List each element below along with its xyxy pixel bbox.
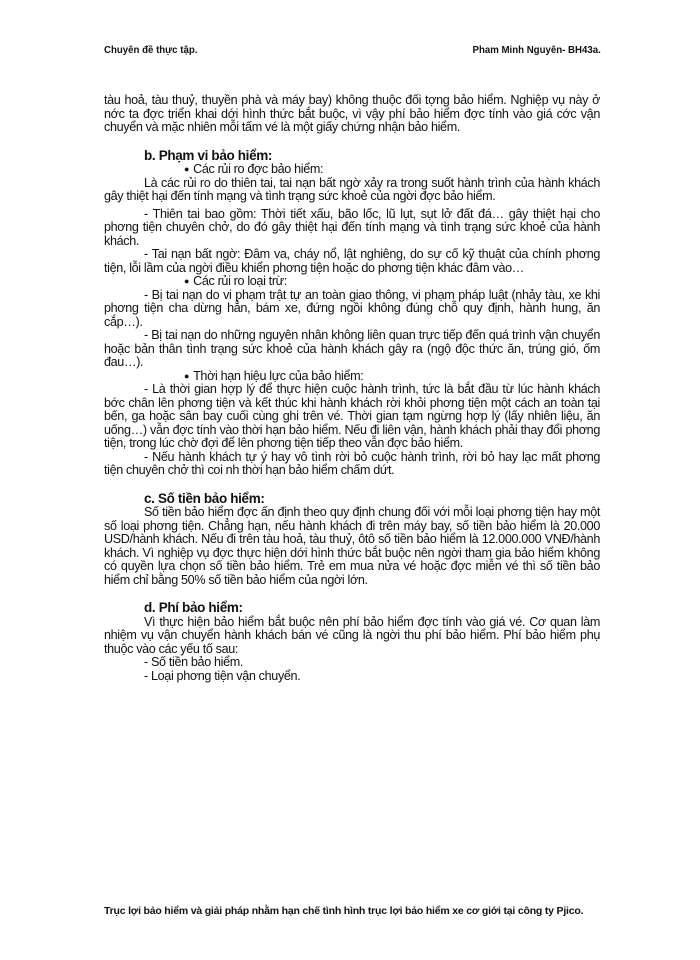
section-heading-c: c. Số tiền bảo hiểm: — [144, 490, 265, 506]
bullet-icon: ● — [184, 370, 190, 381]
header-left: Chuyên đề thực tập. — [104, 44, 198, 56]
paragraph: - Bị tai nạn do vi phạm trật tự an toàn giao thông, vi phạm pháp luật (nhảy tàu, xe khi phơng tiện cha dừng hẳn, bám xe, đứng ngồi không đúng chỗ quy định, hành hung, ăn cắp…). — [104, 287, 600, 329]
bullet-item: ● Thời hạn hiệu lực của bảo hiểm: — [104, 370, 600, 384]
section-heading-b: b. Phạm vi bảo hiểm: — [144, 147, 273, 163]
document-body — [104, 94, 600, 683]
page-header — [104, 44, 601, 60]
paragraph: tàu hoả, tàu thuỷ, thuyền phà và máy bay) không thuộc đối tợng bảo hiểm. Nghiệp vụ này ở nớc ta đợc triển khai dới hình thức bắt buộc, vì vậy phí bảo hiểm đợc tính vào giá cớc vận chuyển và mặc nhiên mỗi tấm vé là một giấy chứng nhận bảo hiểm. — [104, 93, 600, 134]
bullet-item: ● Các rủi ro đợc bảo hiểm: — [104, 163, 600, 177]
page-footer: Trục lợi bảo hiểm và giải pháp nhằm hạn chế tình hình trục lợi bảo hiểm xe cơ giới tại công ty Pjico. — [104, 905, 584, 917]
paragraph: Vì thực hiện bảo hiểm bắt buộc nên phí bảo hiểm đợc tính vào giá vé. Cơ quan làm nhiệm vụ vận chuyển hành khách bán vé cũng là ngời thu phí bảo hiểm. Phí bảo hiểm phụ thuộc vào các yếu tố sau: — [104, 614, 600, 656]
paragraph: - Nếu hành khách tự ý hay vô tình rời bỏ cuộc hành trình, rời bỏ hay lạc mất phơng tiện chuyên chở thì coi nh thời hạn bảo hiểm chấm dứt. — [104, 449, 600, 477]
paragraph: - Tai nạn bất ngờ: Đâm va, cháy nổ, lật nghiêng, do sự cố kỹ thuật của chính phơng tiện, lỗi lầm của ngời điều khiển phơng tiện hoặc do phơng tiện khác đâm vào… — [104, 247, 600, 275]
paragraph: - Bị tai nạn do những nguyên nhân không liên quan trực tiếp đến quá trình vận chuyển hoặc bản thân tình trạng sức khoẻ của hành khách gây ra (ngộ độc thức ăn, trúng gió, ốm đau…). — [104, 328, 600, 369]
list-item: - Loại phơng tiện vận chuyển. — [144, 668, 301, 683]
header-right: Pham Minh Nguyên- BH43a. — [472, 44, 601, 56]
bullet-icon: ● — [184, 164, 190, 174]
section-heading-d: d. Phí bảo hiểm: — [144, 600, 243, 615]
bullet-item: ● Các rủi ro loại trừ: — [104, 275, 600, 289]
paragraph: - Là thời gian hợp lý để thực hiện cuộc hành trình, tức là bắt đầu từ lúc hành khách bớc chân lên phơng tiện và kết thúc khi hành khách rời khỏi phơng tiện một cách an toàn tại bến, ga hoặc sân bay cuối cùng ghi trên vé. Thời gian tạm ngừng hợp lý (lấy nhiên liệu, ăn uống…) vẫn đợc tính vào thời hạn bảo hiểm. Nếu đi liên vận, hành khách phải thay đổi phơng tiện, trong lúc chờ đợi để lên phơng tiện tiếp theo vẫn đợc bảo hiểm. — [104, 382, 600, 450]
paragraph: - Thiên tai bao gồm: Thời tiết xấu, bão lốc, lũ lụt, sụt lở đất đá… gây thiệt hại cho phơng tiện chuyên chở, do đó gây thiệt hại đến tính mạng và tình trạng sức khoẻ của hành khách. — [104, 206, 600, 248]
paragraph: Số tiền bảo hiểm đợc ấn định theo quy định chung đối với mỗi loại phơng tiện hay một số loại phơng tiện. Chẳng hạn, nếu hành khách đi trên máy bay, số tiền bảo hiểm là 20.000 USD/hành khách. Nếu đi trên tàu hoả, tàu thuỷ, ôtô số tiền bảo hiểm là 12.000.000 VNĐ/hành khách. Vì nghiệp vụ đợc thực hiện dới hình thức bắt buộc nên ngời tham gia bảo hiểm không có quyền lựa chọn số tiền bảo hiểm. Trẻ em mua nửa vé hoặc đợc miễn vé thì số tiền bảo hiểm chỉ bằng 50% số tiền bảo hiểm của ngời lớn. — [104, 505, 600, 587]
list-item: - Số tiền bảo hiểm. — [144, 655, 244, 669]
paragraph: Là các rủi ro do thiên tai, tai nạn bất ngờ xảy ra trong suốt hành trình của hành khách gây thiệt hại đến tính mạng và tình trạng sức khoẻ của ngời đợc bảo hiểm. — [104, 175, 600, 203]
bullet-icon: ● — [184, 276, 190, 286]
